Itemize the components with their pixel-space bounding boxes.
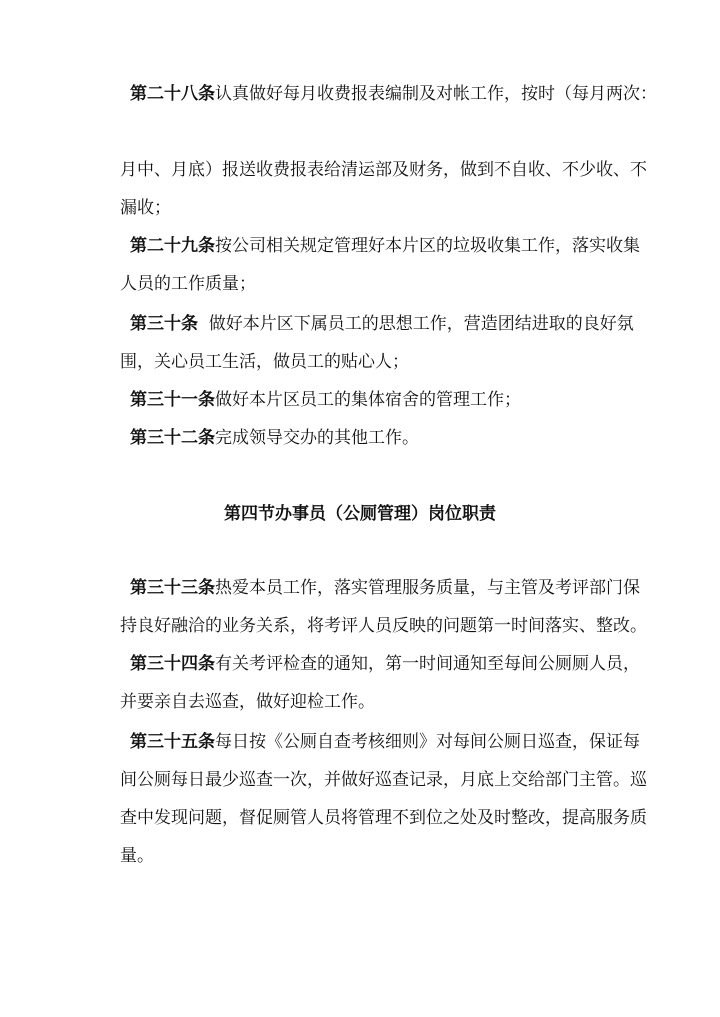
- article-30-line-2: 围，关心员工生活，做员工的贴心人；: [120, 352, 409, 372]
- article-35-text-1: 每日按《公厕自查考核细则》对每间公厕日巡查，保证每: [215, 732, 640, 752]
- article-30-line-1: [0, 312, 720, 336]
- article-28-line-3: 漏收；: [120, 198, 171, 218]
- article-30-text-1: 做好本片区下属员工的思想工作，营造团结进取的良好氛: [198, 314, 634, 334]
- article-35-line-3: 查中发现问题，督促厕管人员将管理不到位之处及时整改，提高服务质: [120, 808, 647, 828]
- article-34-label: 第三十四条: [130, 654, 215, 674]
- article-32-line-1: [0, 426, 720, 450]
- article-30-label: 第三十条: [130, 314, 198, 334]
- article-35-line-1: [0, 730, 720, 754]
- article-28-text-1: 认真做好每月收费报表编制及对帐工作，按时（每月两次：: [215, 84, 657, 104]
- article-29-label: 第二十九条: [130, 236, 215, 256]
- section-heading: 第四节办事员（公厕管理）岗位职责: [224, 504, 496, 524]
- article-32-label: 第三十二条: [130, 428, 215, 448]
- article-33-line-1: [0, 576, 720, 600]
- article-29-text-1: 按公司相关规定管理好本片区的垃圾收集工作，落实收集: [215, 236, 640, 256]
- article-32-text-1: 完成领导交办的其他工作。: [215, 428, 419, 448]
- article-35-line-2: 间公厕每日最少巡查一次，并做好巡查记录，月底上交给部门主管。巡: [120, 770, 647, 790]
- article-35-label: 第三十五条: [130, 732, 215, 752]
- article-29-line-1: [0, 234, 720, 258]
- article-31-text-1: 做好本片区员工的集体宿舍的管理工作；: [215, 390, 521, 410]
- article-33-label: 第三十三条: [130, 578, 215, 598]
- article-31-label: 第三十一条: [130, 390, 215, 410]
- article-28-label: 第二十八条: [130, 84, 215, 104]
- article-28-line-2: 月中、月底）报送收费报表给清运部及财务，做到不自收、不少收、不: [120, 160, 647, 180]
- article-34-line-1: [0, 652, 720, 676]
- article-29-line-2: 人员的工作质量；: [120, 274, 256, 294]
- article-28-line-1: [0, 82, 720, 106]
- article-34-line-2: 并要亲自去巡查，做好迎检工作。: [120, 692, 375, 712]
- article-33-text-1: 热爱本员工作，落实管理服务质量，与主管及考评部门保: [215, 578, 640, 598]
- article-35-line-4: 量。: [120, 846, 154, 866]
- article-33-line-2: 持良好融洽的业务关系，将考评人员反映的问题第一时间落实、整改。: [120, 616, 647, 636]
- article-31-line-1: [0, 388, 720, 412]
- article-34-text-1: 有关考评检查的通知，第一时间通知至每间公厕厕人员，: [215, 654, 640, 674]
